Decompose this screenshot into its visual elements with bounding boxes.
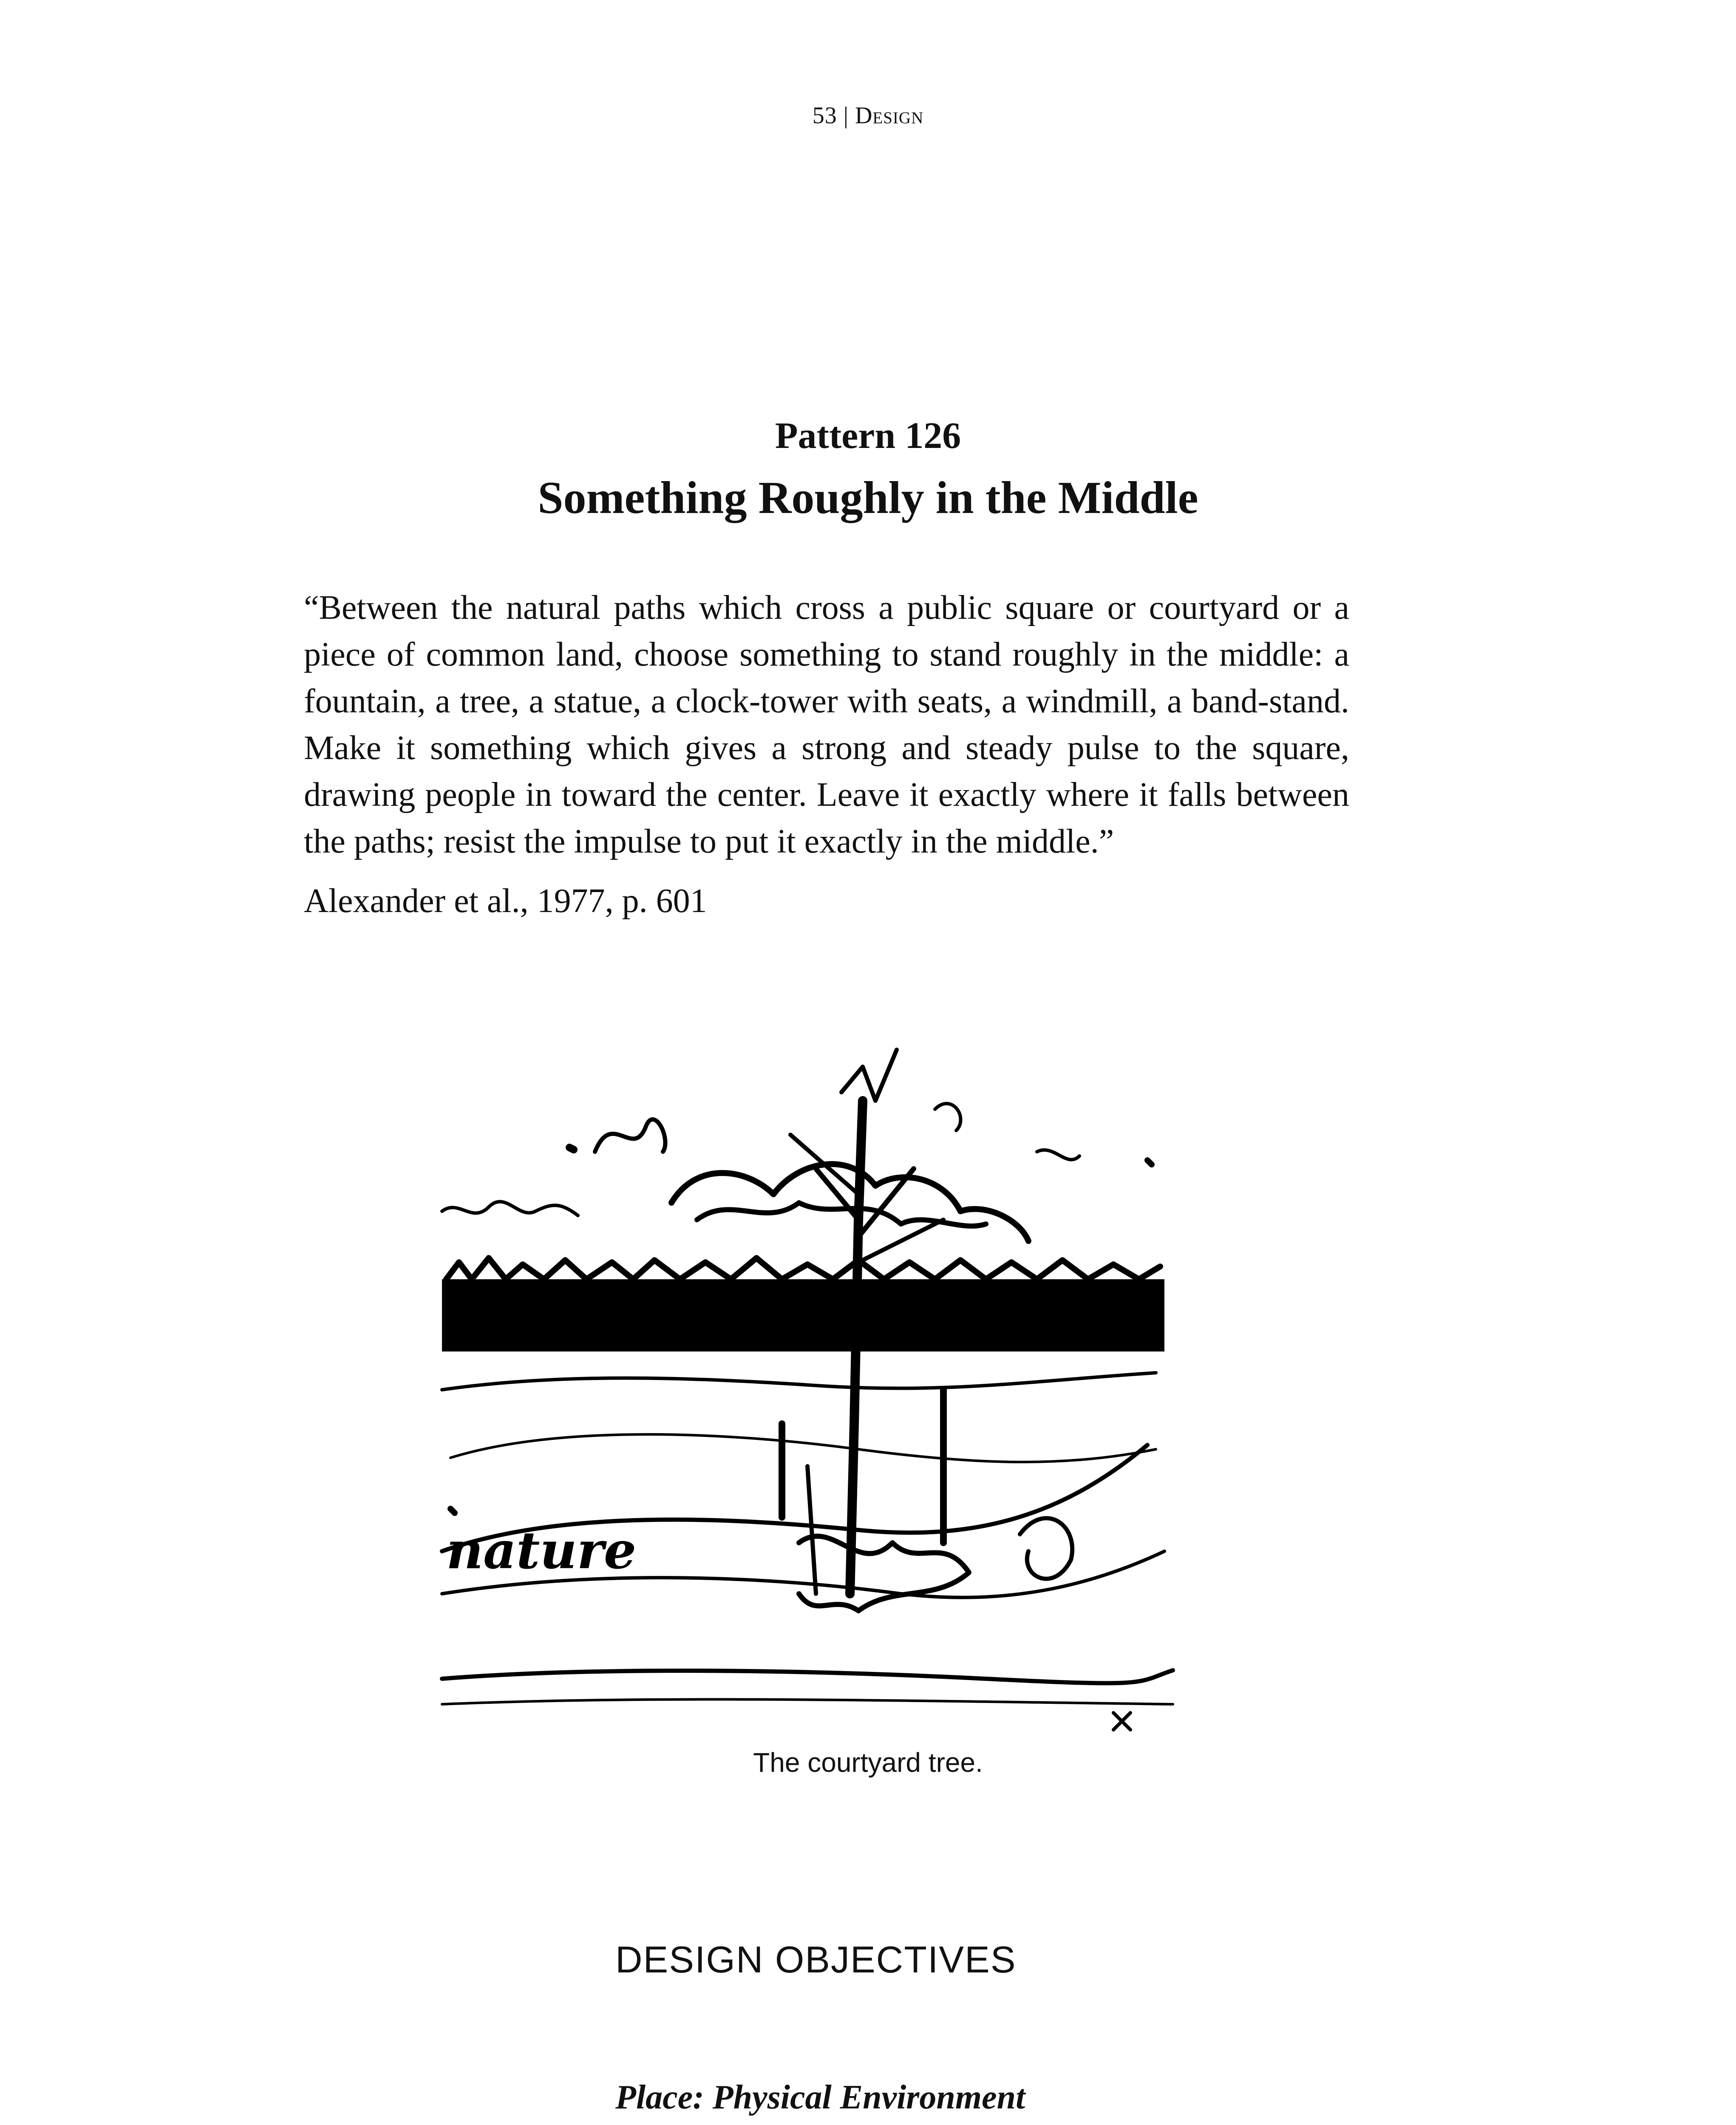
design-objectives-heading: DESIGN OBJECTIVES bbox=[615, 1938, 1017, 1980]
sketch-drawing bbox=[433, 1041, 1186, 1738]
courtyard-tree-sketch bbox=[433, 1041, 1186, 1738]
objective-category-place: Place: Physical Environment bbox=[615, 2079, 1025, 2116]
sketch-annotation: nature bbox=[446, 1521, 637, 1581]
page-number: 53 bbox=[812, 102, 837, 129]
pattern-title: Something Roughly in the Middle bbox=[538, 473, 1198, 523]
running-head bbox=[0, 102, 1736, 129]
pattern-number: Pattern 126 bbox=[775, 415, 961, 456]
quote-text: “Between the natural paths which cross a public square or courtyard or a piece of common land, choose something to stand roughly in the middle: a fountain, a tree, a statue, a clock-tower with seats, a windmill, a band-stand. Make it something which gives a strong and steady pulse to the square, drawing people in toward the center. Leave it exactly where it falls between the paths; resist the impulse to put it exactly in the middle.” bbox=[304, 589, 1349, 860]
running-head-section: Design bbox=[855, 102, 924, 129]
figure-caption: The courtyard tree. bbox=[753, 1747, 983, 1778]
quote-citation: Alexander et al., 1977, p. 601 bbox=[304, 882, 707, 920]
running-head-separator: | bbox=[843, 102, 849, 129]
